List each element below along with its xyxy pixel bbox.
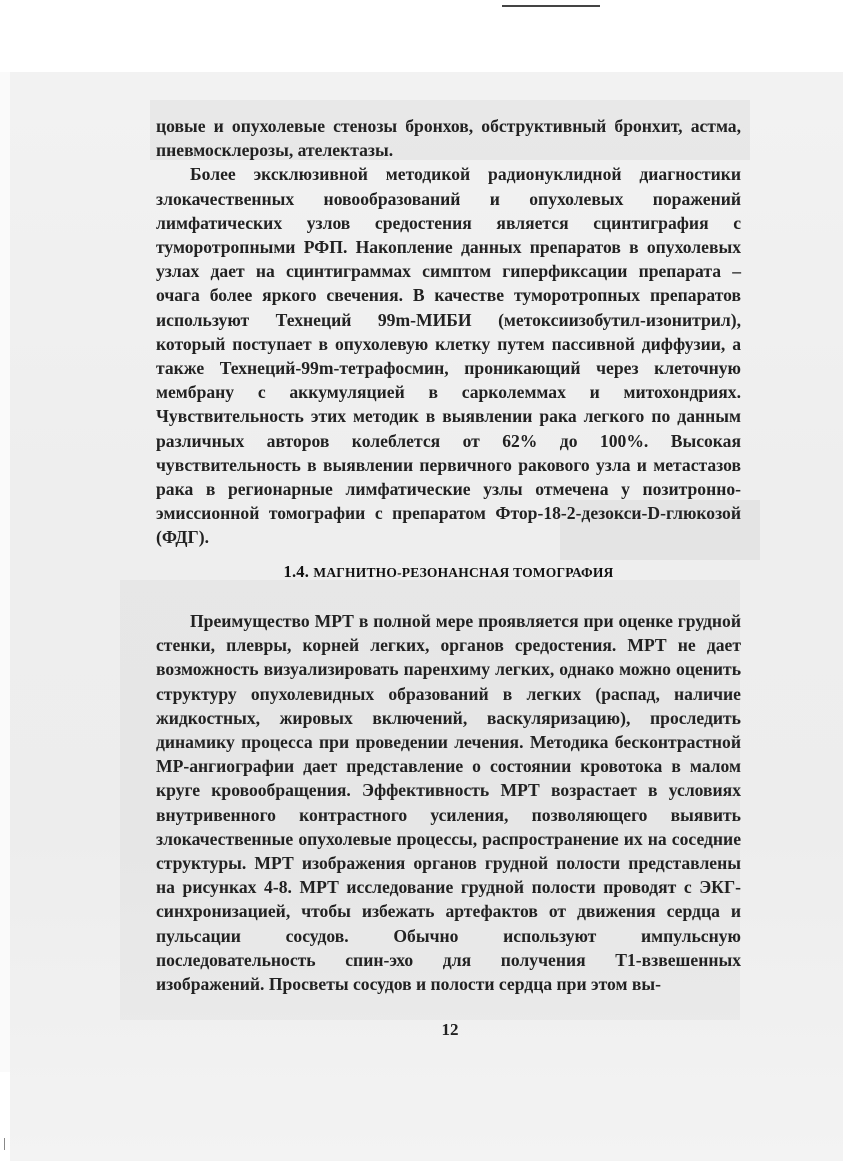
page-number: 12 [441,1020,459,1039]
top-rule [502,5,600,7]
scan-edge-mark [4,1138,5,1150]
paragraph: цовые и опухолевые стенозы бронхов, обструктивный бронхит, астма, пневмосклерозы, ателектазы. [156,116,741,161]
text-block-bottom [156,609,741,996]
text-block-top [156,114,741,550]
paragraph: Более эксклюзивной методикой радионуклидной диагностики злокачественных новообразований и опухолевых поражений лимфатических узлов средостения является сцинтиграфия с туморотропными РФП. Накопление данных препаратов в опухолевых узлах дает на сцинтиграммах симптом гиперфиксации препарата – очага более яркого свечения. В качестве туморотропных препаратов используют Технеций 99m-МИБИ (метоксиизобутил-изонитрил), который поступает в опухолевую клетку путем пассивной диффузии, а также Технеций-99m-тетрафосмин, проникающий через клеточную мембрану с аккумуляцией в сарколеммах и митохондриях. Чувствительность этих методик в выявлении рака легкого по данным различных авторов колеблется от 62% до 100%. Высокая чувствительность в выявлении первичного ракового узла и метастазов рака в регионарные лимфатические узлы отмечена у позитронно-эмиссионной томографии с препаратом Фтор-18-2-дезокси-D-глюкозой (ФДГ). [156,164,741,548]
section-heading-title: МАГНИТНО-РЕЗОНАНСНАЯ ТОМОГРАФИЯ [313,565,614,580]
scan-left-edge [0,72,10,1072]
section-heading-number: 1.4. [283,562,314,581]
paragraph: Преимущество МРТ в полной мере проявляется при оценке грудной стенки, плевры, корней легких, органов средостения. МРТ не дает возможность визуализировать паренхиму легких, однако можно оценить структуру опухолевидных образований в легких (распад, наличие жидкостных, жировых включений, васкуляризацию), проследить динамику процесса при проведении лечения. Методика бесконтрастной МР-ангиографии дает представление о состоянии кровотока в малом круге кровообращения. Эффективность МРТ возрастает в условиях внутривенного контрастного усиления, позволяющего выявить злокачественные опухолевые процессы, распространение их на соседние структуры. МРТ изображения органов грудной полости представлены на рисунках 4-8. МРТ исследование грудной полости проводят с ЭКГ-синхронизацией, чтобы избежать артефактов от движения сердца и пульсации сосудов. Обычно используют импульсную последовательность спин-эхо для получения Т1-взвешенных изображений. Просветы сосудов и полости сердца при этом вы- [156,611,741,995]
section-heading [156,562,741,582]
